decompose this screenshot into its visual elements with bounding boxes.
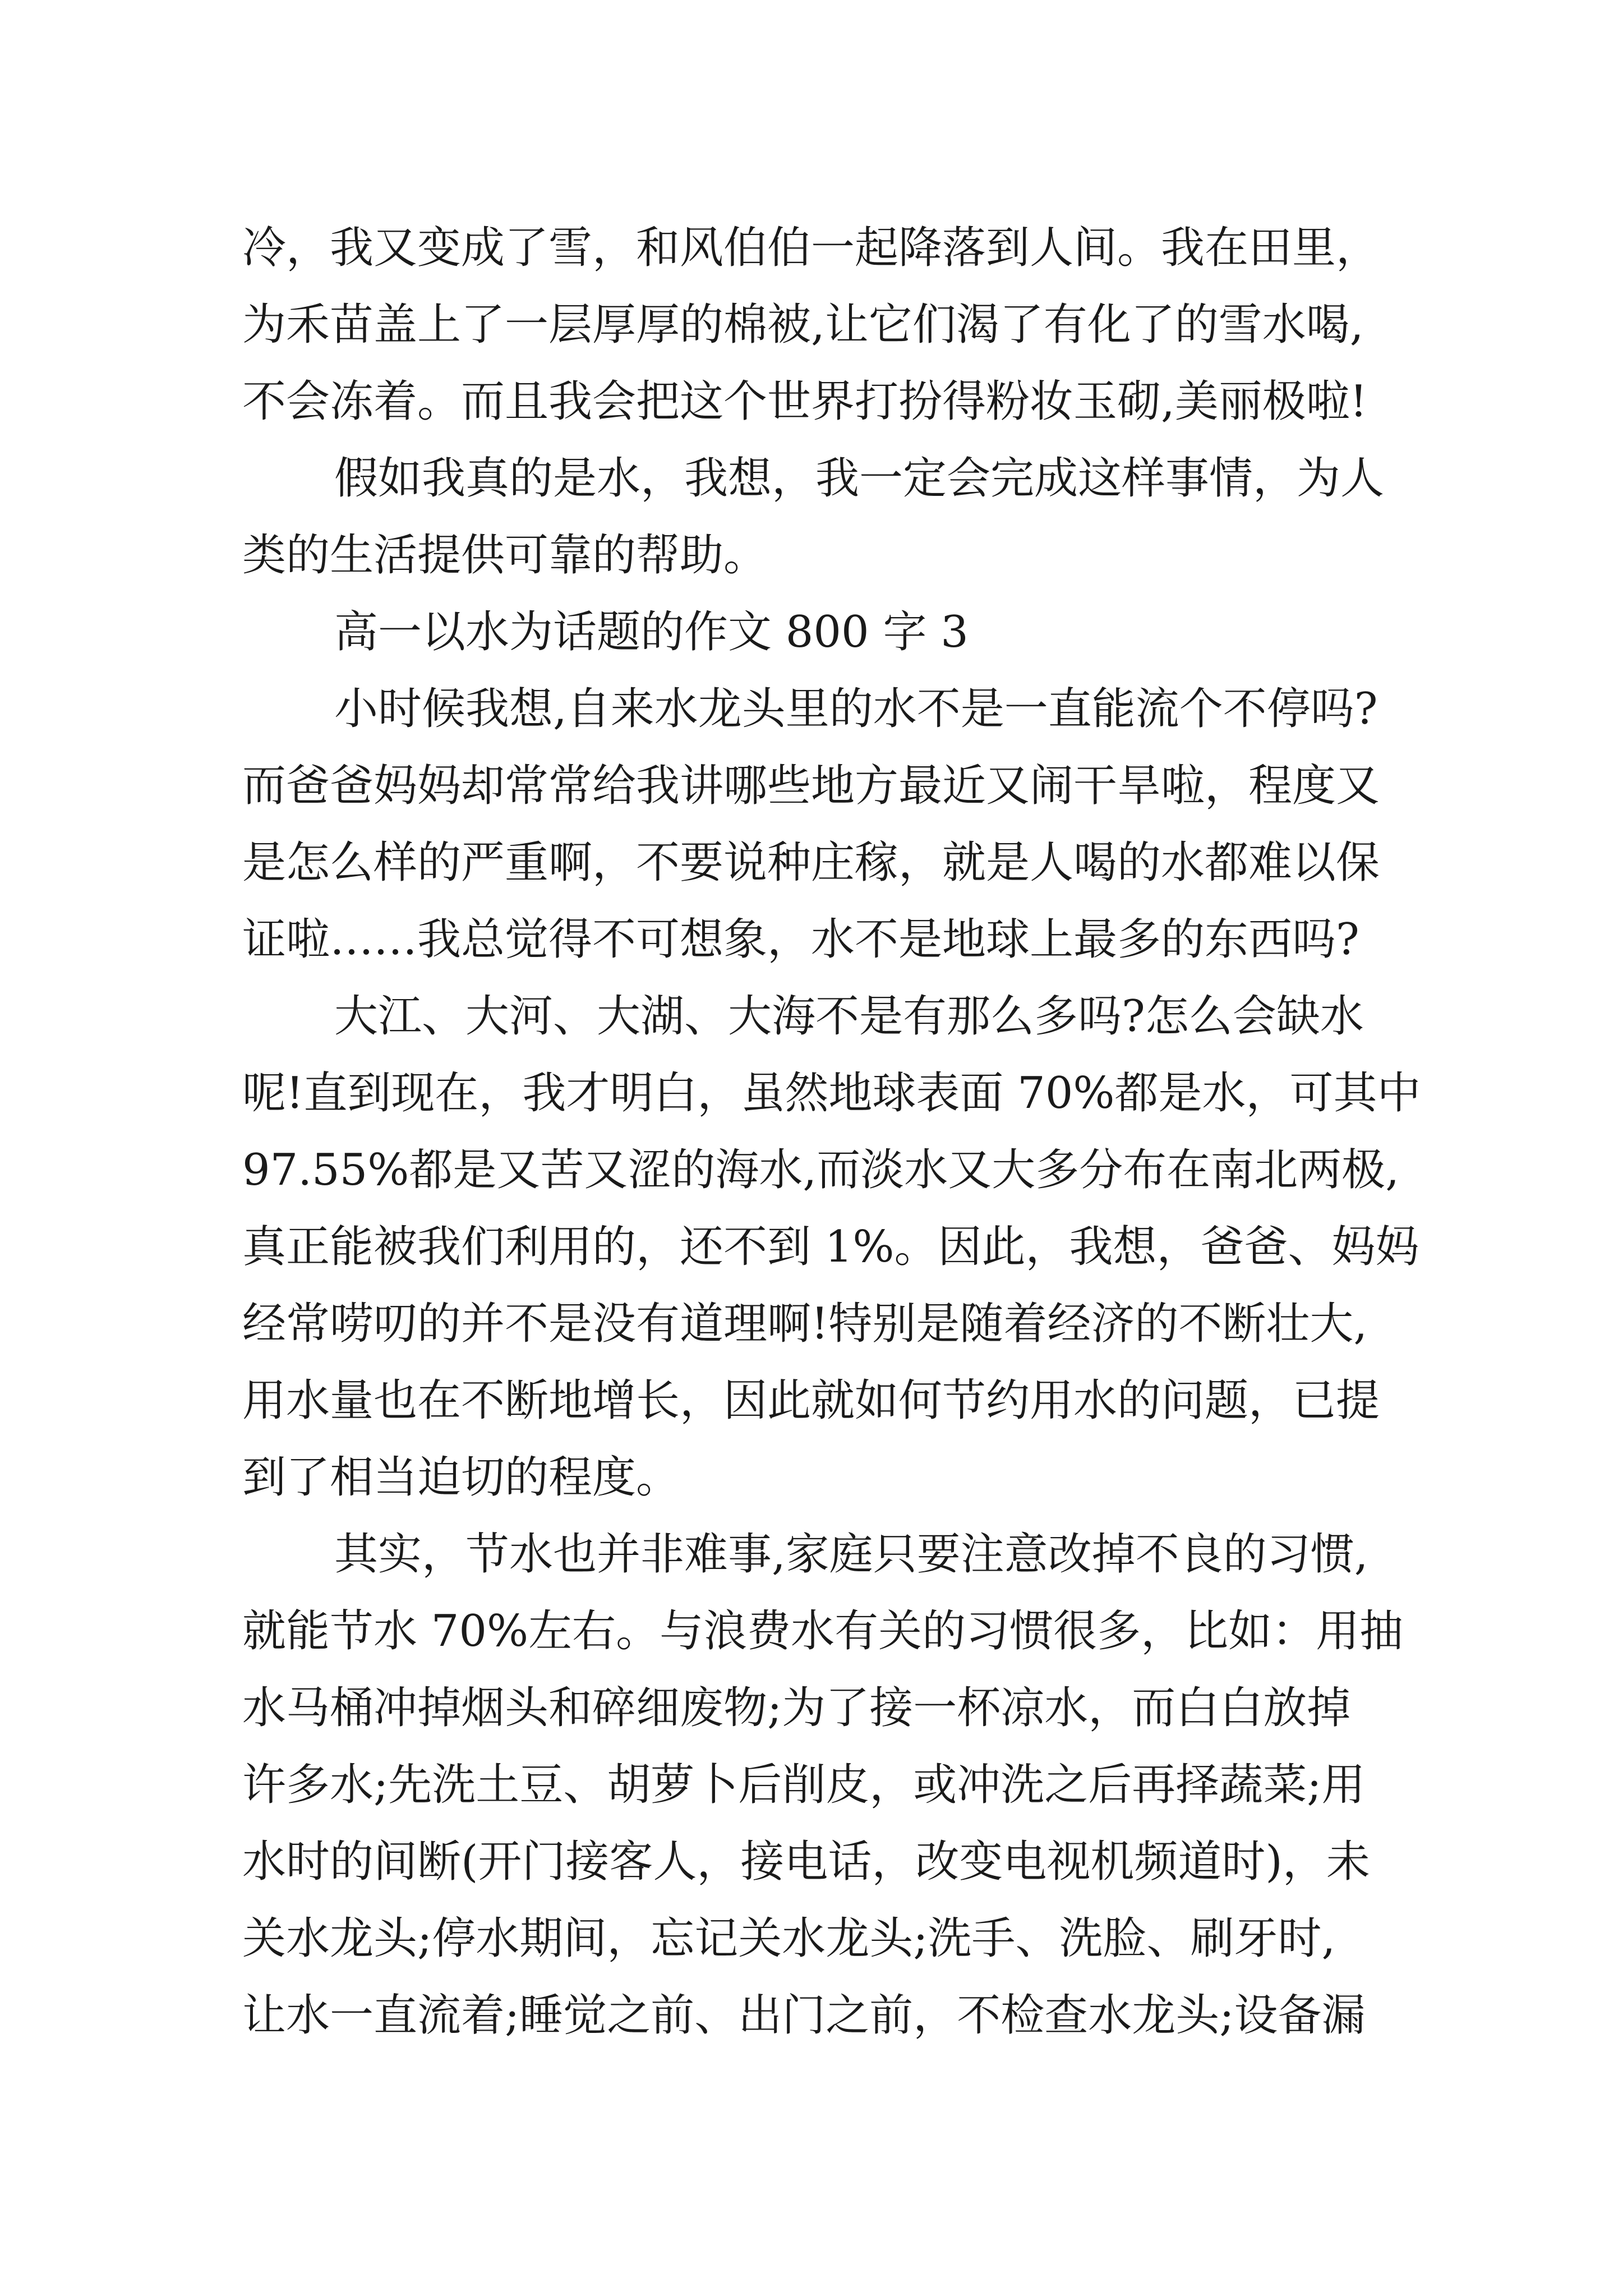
text-line: 而爸爸妈妈却常常给我讲哪些地方最近又闹干旱啦，程度又 [242, 761, 1380, 811]
paragraph-start-line: 假如我真的是水，我想，我一定会完成这样事情，为人 [334, 453, 1385, 504]
text-line: 许多水;先洗土豆、胡萝卜后削皮，或冲洗之后再择蔬菜;用 [242, 1760, 1366, 1810]
text-line: 97.55%都是又苦又涩的海水,而淡水又大多分布在南北两极, [242, 1145, 1400, 1195]
text-line: 经常唠叨的并不是没有道理啊!特别是随着经济的不断壮大, [242, 1299, 1368, 1349]
text-line: 水时的间断(开门接客人，接电话，改变电视机频道时)，未 [242, 1837, 1370, 1887]
text-line: 不会冻着。而且我会把这个世界打扮得粉妆玉砌,美丽极啦! [242, 376, 1368, 427]
paragraph-start-line: 其实，节水也并非难事,家庭只要注意改掉不良的习惯, [334, 1529, 1368, 1580]
text-line: 让水一直流着;睡觉之前、出门之前，不检查水龙头;设备漏 [242, 1990, 1366, 2041]
text-line: 关水龙头;停水期间，忘记关水龙头;洗手、洗脸、刷牙时, [242, 1913, 1336, 1964]
text-line: 证啦……我总觉得不可想象，水不是地球上最多的东西吗? [242, 914, 1359, 965]
text-line: 就能节水 70%左右。与浪费水有关的习惯很多，比如：用抽 [242, 1606, 1404, 1657]
text-line: 到了相当迫切的程度。 [242, 1452, 680, 1503]
text-line: 为禾苗盖上了一层厚厚的棉被,让它们渴了有化了的雪水喝, [242, 300, 1364, 350]
text-line: 是怎么样的严重啊，不要说种庄稼，就是人喝的水都难以保 [242, 838, 1380, 888]
section-heading: 高一以水为话题的作文 800 字 3 [334, 607, 969, 657]
text-line: 水马桶冲掉烟头和碎细废物;为了接一杯凉水，而白白放掉 [242, 1683, 1351, 1733]
paragraph-start-line: 小时候我想,自来水龙头里的水不是一直能流个不停吗? [334, 684, 1378, 734]
text-line: 冷，我又变成了雪，和风伯伯一起降落到人间。我在田里， [242, 223, 1380, 273]
paragraph-start-line: 大江、大河、大湖、大海不是有那么多吗?怎么会缺水 [334, 991, 1364, 1042]
text-line: 呢!直到现在，我才明白，虽然地球表面 70%都是水，可其中 [242, 1068, 1421, 1119]
text-line: 类的生活提供可靠的帮助。 [242, 530, 768, 581]
text-line: 用水量也在不断地增长，因此就如何节约用水的问题，已提 [242, 1375, 1380, 1426]
text-line: 真正能被我们利用的，还不到 1%。因此，我想，爸爸、妈妈 [242, 1222, 1419, 1272]
